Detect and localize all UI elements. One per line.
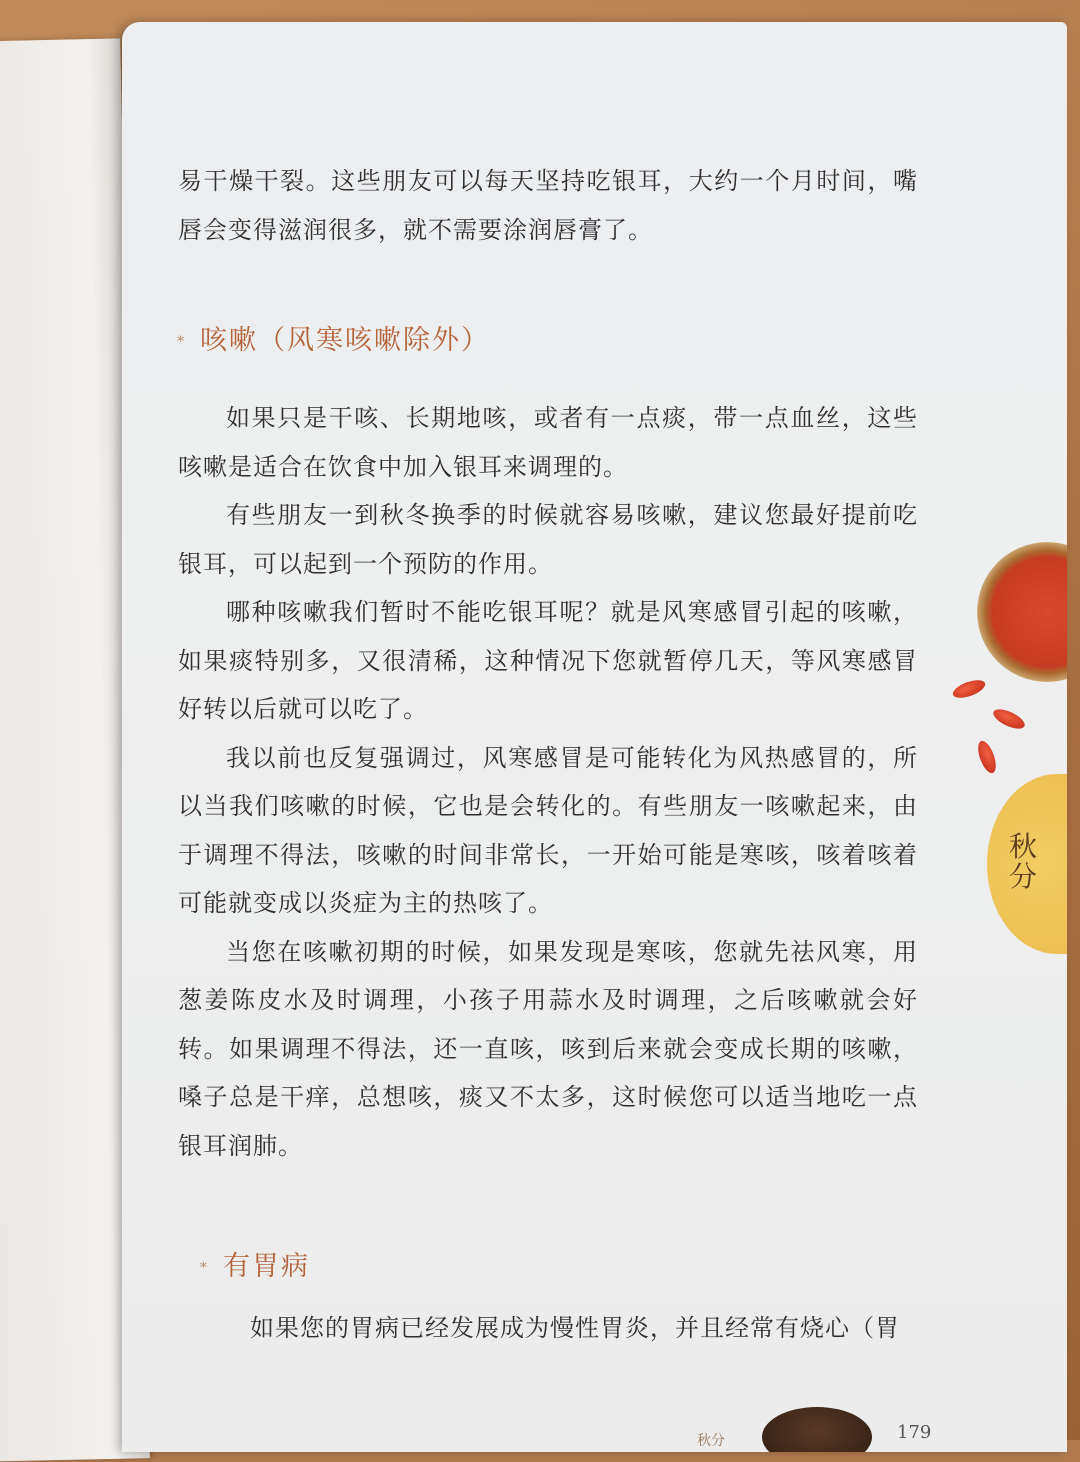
heading-marker-icon: * (200, 1259, 209, 1276)
goji-berry-illustration (991, 705, 1028, 732)
season-label (1007, 832, 1039, 892)
section-heading-cough (177, 318, 490, 357)
section-heading-text: 咳嗽（风寒咳嗽除外） (200, 325, 490, 356)
footer-section-label: 秋分 (697, 1433, 725, 1449)
body-paragraph: 哪种咳嗽我们暂时不能吃银耳呢？就是风寒感冒引起的咳嗽，如果痰特别多，又很清稀，这种情况下您就暂停几天，等风寒感冒好转以后就可以吃了。 (178, 598, 918, 723)
cough-paragraph-block (178, 394, 918, 1170)
heading-marker-icon: * (177, 333, 186, 350)
body-paragraph: 如果只是干咳、长期地咳，或者有一点痰，带一点血丝，这些咳嗽是适合在饮食中加入银耳来调理的。 (178, 404, 918, 481)
body-paragraph: 易干燥干裂。这些朋友可以每天坚持吃银耳，大约一个月时间，嘴唇会变得滋润很多，就不需要涂润唇膏了。 (178, 167, 918, 244)
season-side-tab (987, 774, 1067, 954)
goji-bowl-illustration (977, 542, 1067, 682)
body-paragraph: 当您在咳嗽初期的时候，如果发现是寒咳，您就先祛风寒，用葱姜陈皮水及时调理，小孩子用蒜水及时调理，之后咳嗽就会好转。如果调理不得法，还一直咳，咳到后来就会变成长期的咳嗽，嗓子总是干痒，总想咳，痰又不太多，这时候您可以适当地吃一点银耳润肺。 (178, 937, 918, 1160)
section-heading-stomach (200, 1244, 310, 1283)
body-paragraph: 如果您的胃病已经发展成为慢性胃炎，并且经常有烧心（胃 (250, 1314, 900, 1342)
body-paragraph: 我以前也反复强调过，风寒感冒是可能转化为风热感冒的，所以当我们咳嗽的时候，它也是会转化的。有些朋友一咳嗽起来，由于调理不得法，咳嗽的时间非常长，一开始可能是寒咳，咳着咳着可能就变成以炎症为主的热咳了。 (178, 743, 918, 917)
goji-berry-illustration (975, 739, 1000, 776)
section-heading-text: 有胃病 (223, 1251, 310, 1282)
page-number: 179 (897, 1422, 932, 1443)
body-paragraph: 有些朋友一到秋冬换季的时候就容易咳嗽，建议您最好提前吃银耳，可以起到一个预防的作用。 (178, 501, 918, 578)
book-page (122, 22, 1067, 1452)
top-paragraph-block (178, 157, 918, 254)
season-label-char: 秋 (1008, 830, 1037, 863)
season-label-char: 分 (1008, 860, 1037, 893)
goji-berry-illustration (951, 677, 988, 702)
footer-illustration (762, 1407, 872, 1452)
stomach-paragraph-block (202, 1304, 942, 1353)
